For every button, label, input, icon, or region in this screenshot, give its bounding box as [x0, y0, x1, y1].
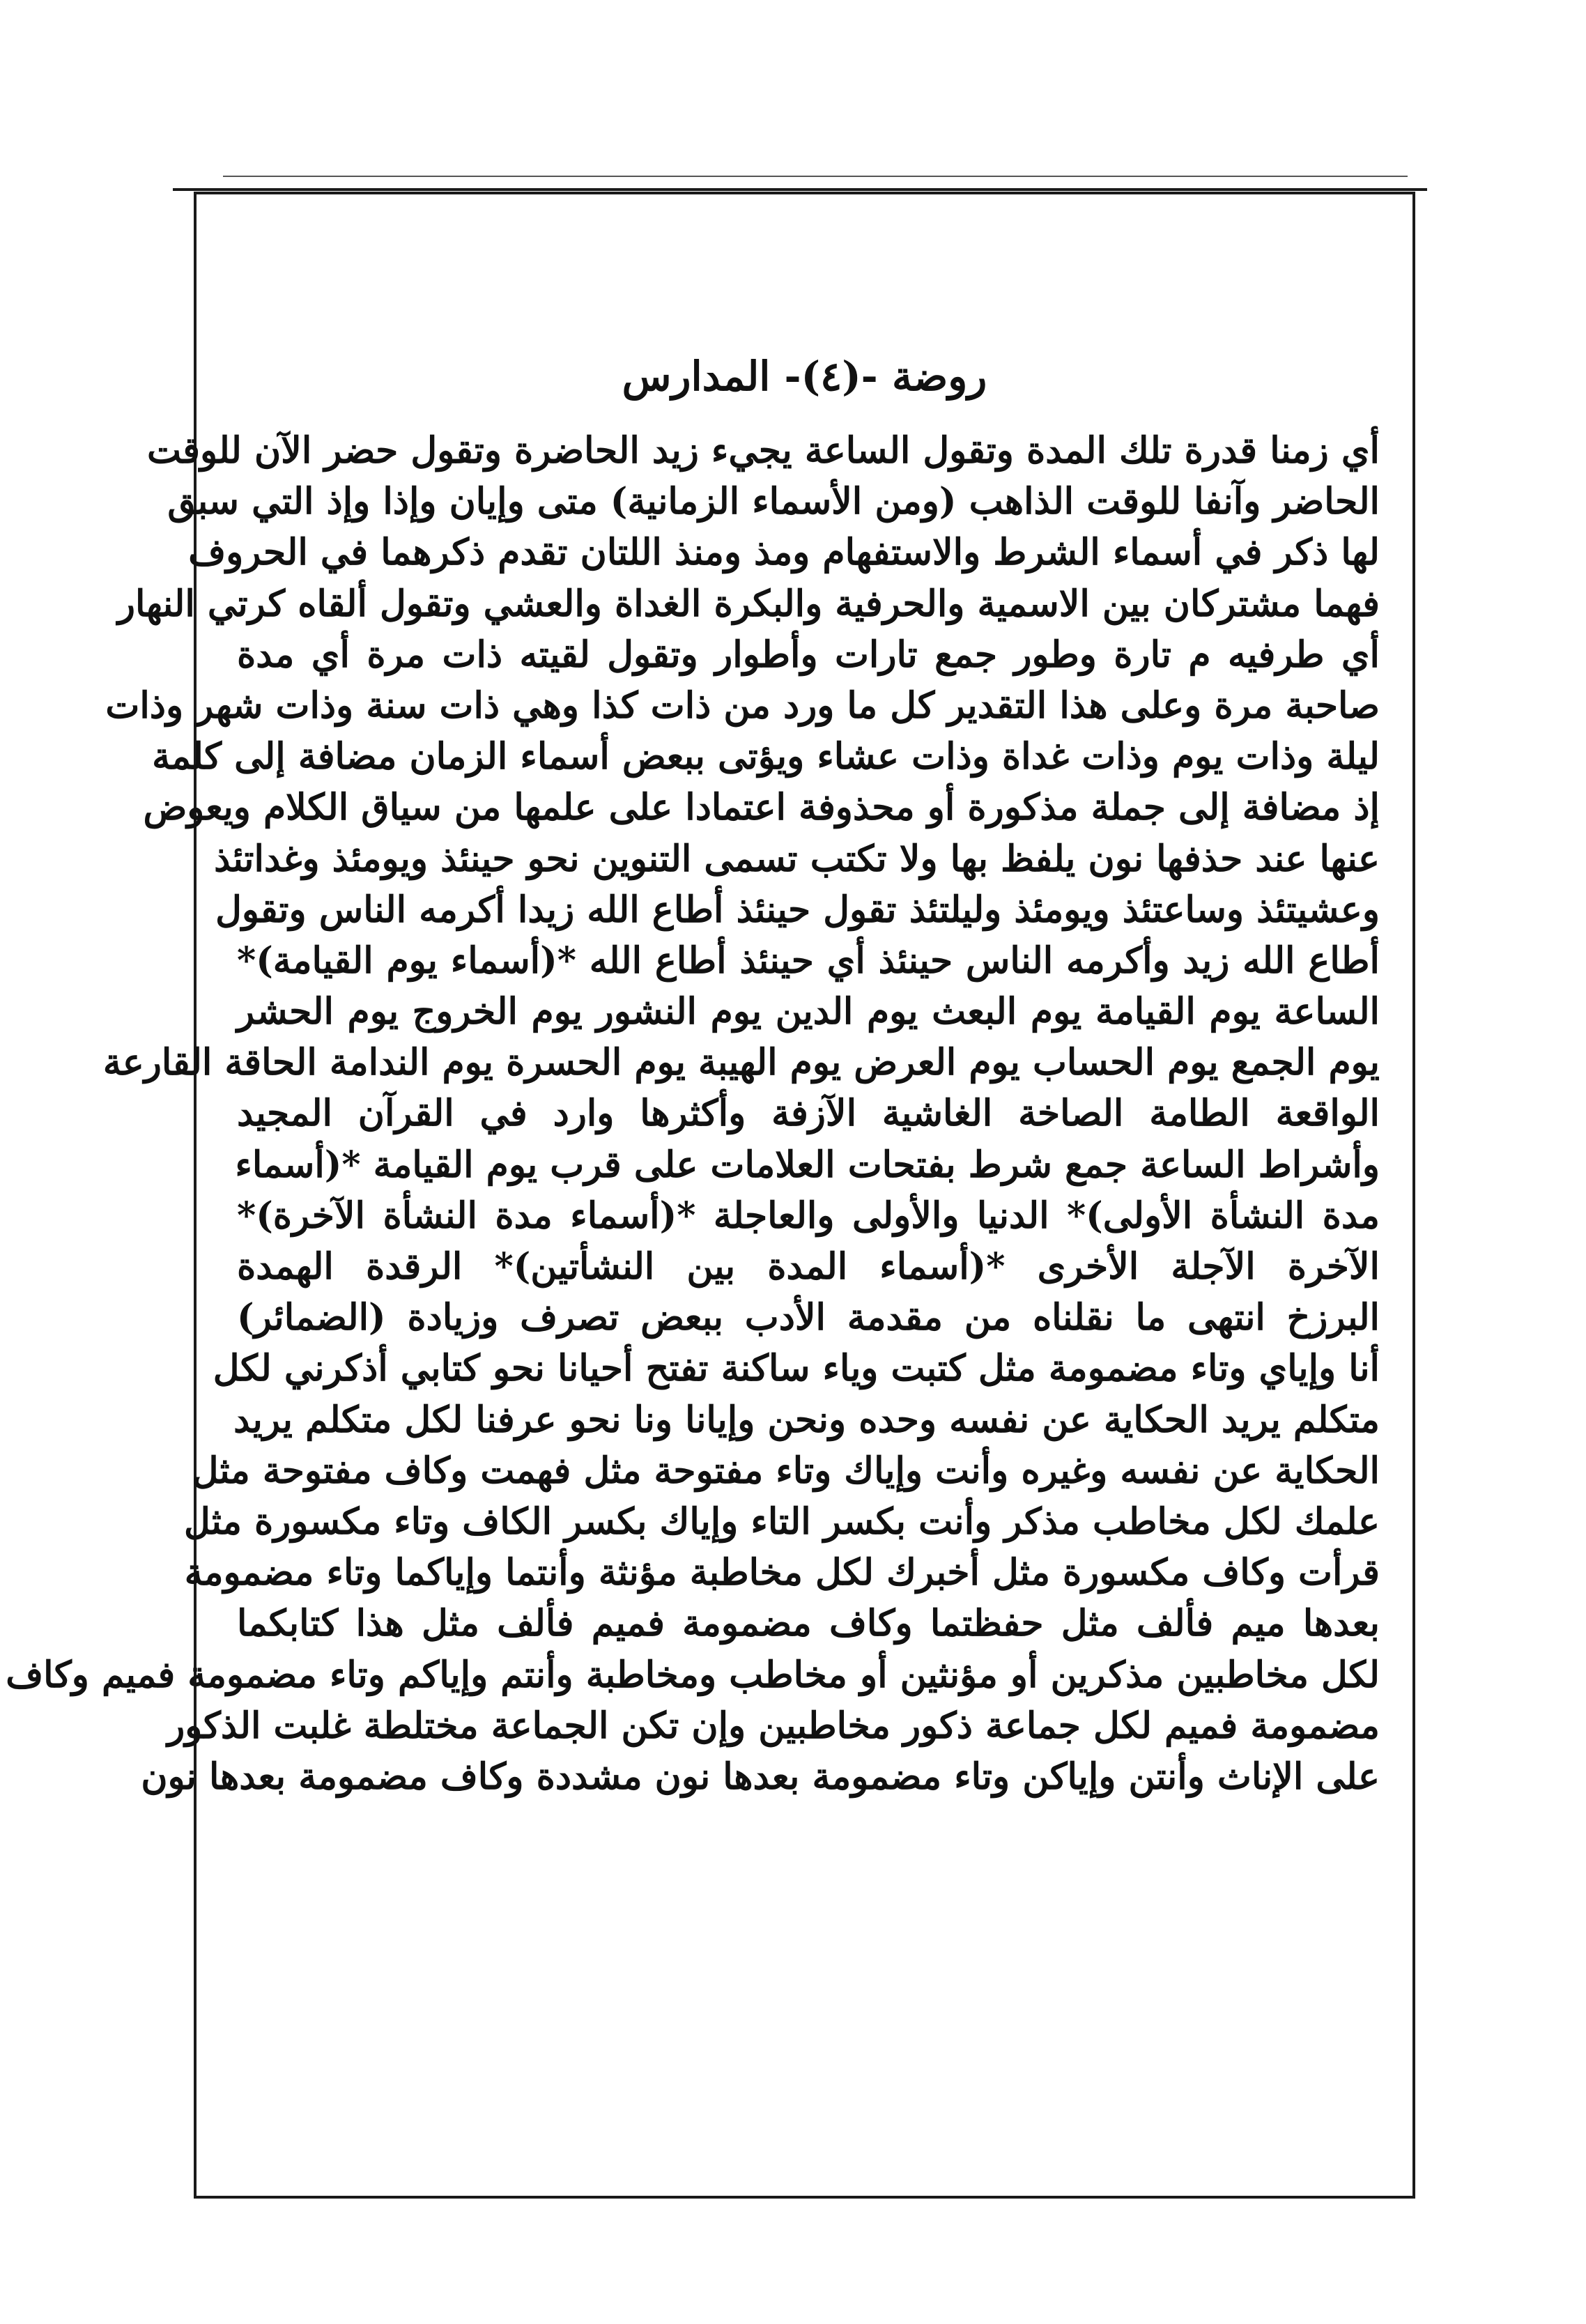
- text-line: أنا وإياي وتاء مضمومة مثل كتبت وياء ساكنة تفتح أحيانا نحو كتابي أذكرني لكل: [213, 1347, 1380, 1390]
- text-line: لكل مخاطبين مذكرين أو مؤنثين أو مخاطب ومخاطبة وأنتم وإياكم وتاء مضمومة فميم وكاف: [6, 1653, 1380, 1696]
- text-line: بعدها ميم فألف مثل حفظتما وكاف مضمومة فميم فألف مثل هذا كتابكما: [237, 1602, 1380, 1645]
- text-line: أي طرفيه م تارة وطور جمع تارات وأطوار وتقول لقيته ذات مرة أي مدة: [237, 633, 1380, 676]
- text-line: إذ مضافة إلى جملة مذكورة أو محذوفة اعتمادا على علمها من سياق الكلام ويعوض: [143, 786, 1380, 829]
- text-line: أطاع الله زيد وأكرمه الناس حينئذ أي حينئذ أطاع الله *(أسماء يوم القيامة)*: [237, 939, 1380, 982]
- text-line: الآخرة الآجلة الأخرى *(أسماء المدة بين النشأتين)* الرقدة الهمدة: [237, 1245, 1380, 1288]
- text-line: الحاضر وآنفا للوقت الذاهب (ومن الأسماء الزمانية) متى وإيان وإذا وإذ التي سبق: [167, 480, 1380, 523]
- text-line: قرأت وكاف مكسورة مثل أخبرك لكل مخاطبة مؤنثة وأنتما وإياكما وتاء مضمومة: [184, 1551, 1380, 1594]
- text-line: الساعة يوم القيامة يوم البعث يوم الدين يوم النشور يوم الخروج يوم الحشر: [237, 990, 1380, 1033]
- text-line: مضمومة فميم لكل جماعة ذكور مخاطبين وإن تكن الجماعة مختلطة غلبت الذكور: [167, 1704, 1380, 1747]
- text-line: لها ذكر في أسماء الشرط والاستفهام ومذ ومنذ اللتان تقدم ذكرهما في الحروف: [188, 531, 1380, 574]
- text-line: ليلة وذات يوم وذات غداة وذات عشاء ويؤتى ببعض أسماء الزمان مضافة إلى كلمة: [152, 735, 1380, 778]
- text-line: على الإناث وأنتن وإياكن وتاء مضمومة بعدها نون مشددة وكاف مضمومة بعدها نون: [141, 1755, 1380, 1798]
- text-line: فهما مشتركان بين الاسمية والحرفية والبكرة الغداة والعشي وتقول ألقاه كرتي النهار: [117, 582, 1380, 625]
- text-line: علمك لكل مخاطب مذكر وأنت بكسر التاء وإياك بكسر الكاف وتاء مكسورة مثل: [184, 1500, 1380, 1543]
- text-line: مدة النشأة الأولى)* الدنيا والأولى والعاجلة *(أسماء مدة النشأة الآخرة)*: [237, 1194, 1380, 1237]
- text-line: يوم الجمع يوم الحساب يوم العرض يوم الهيبة يوم الحسرة يوم الندامة الحاقة القارعة: [102, 1041, 1380, 1084]
- text-line: متكلم يريد الحكاية عن نفسه وحده ونحن وإيانا ونا نحو عرفنا لكل متكلم يريد: [233, 1398, 1380, 1441]
- page-header: روضة -(٤)- المدارس: [622, 353, 987, 400]
- top-rule: [173, 188, 1427, 191]
- top-rule-thin: [223, 176, 1408, 177]
- body-text: [6, 425, 1380, 1802]
- text-line: عنها عند حذفها نون يلفظ بها ولا تكتب تسمى التنوين نحو حينئذ ويومئذ وغداتئذ: [214, 837, 1380, 880]
- text-line: الواقعة الطامة الصاخة الغاشية الآزفة وأكثرها وارد في القرآن المجيد: [237, 1092, 1380, 1135]
- text-line: وأشراط الساعة جمع شرط بفتحات العلامات على قرب يوم القيامة *(أسماء: [235, 1143, 1380, 1186]
- text-line: وعشيتئذ وساعتئذ ويومئذ وليلتئذ تقول حينئذ أطاع الله زيدا أكرمه الناس وتقول: [215, 888, 1380, 931]
- text-line: الحكاية عن نفسه وغيره وأنت وإياك وتاء مفتوحة مثل فهمت وكاف مفتوحة مثل: [192, 1449, 1380, 1492]
- text-line: صاحبة مرة وعلى هذا التقدير كل ما ورد من ذات كذا وهي ذات سنة وذات شهر وذات: [105, 684, 1380, 727]
- text-line: البرزخ انتهى ما نقلناه من مقدمة الأدب ببعض تصرف وزيادة (الضمائر): [237, 1296, 1380, 1339]
- text-line: أي زمنا قدرة تلك المدة وتقول الساعة يجيء زيد الحاضرة وتقول حضر الآن للوقت: [147, 429, 1380, 472]
